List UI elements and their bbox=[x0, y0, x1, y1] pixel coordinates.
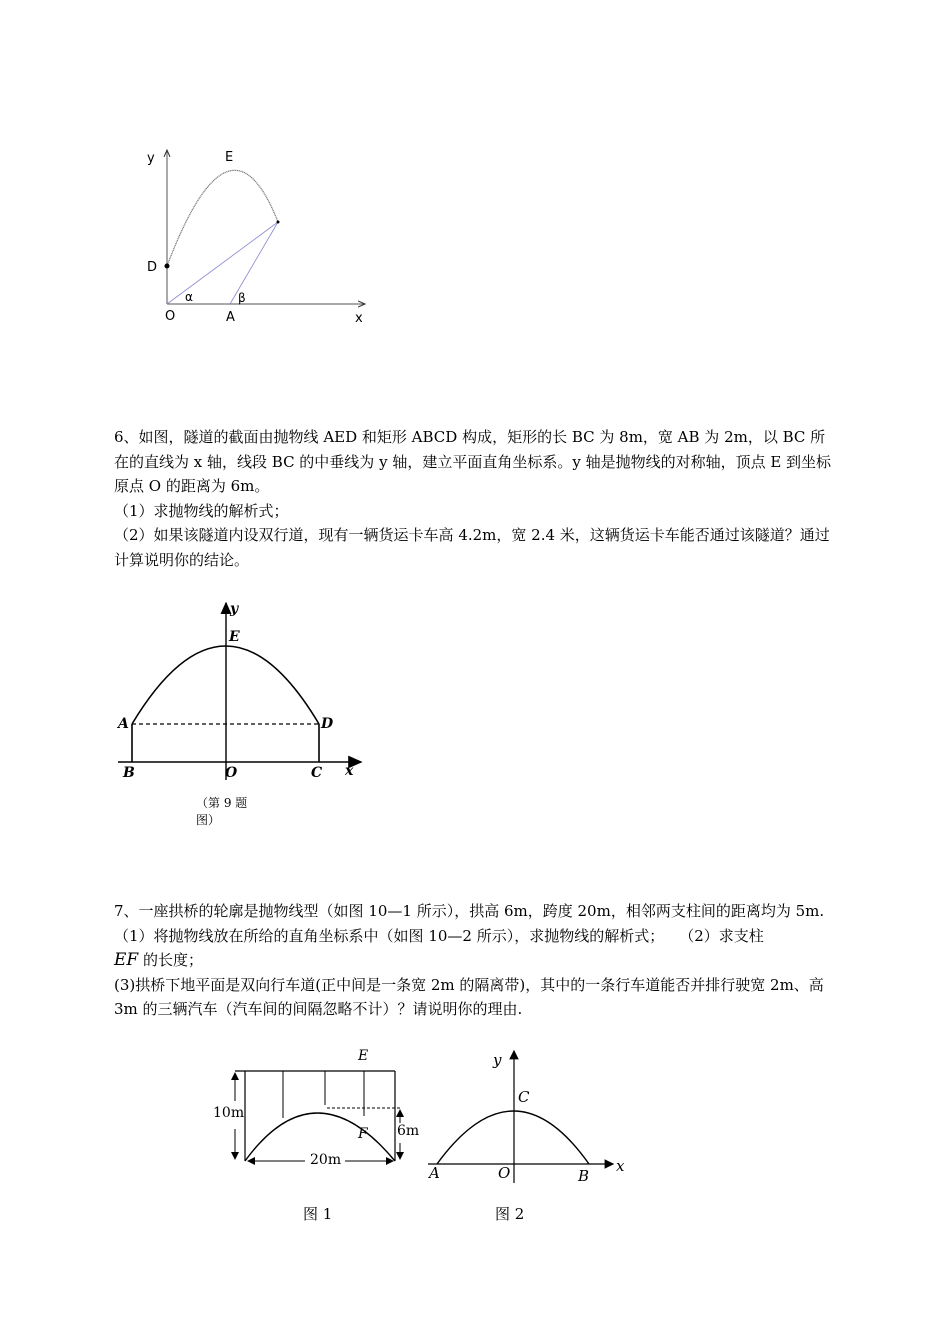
figure-coordinate-system bbox=[425, 1043, 635, 1183]
label-d: D bbox=[147, 260, 158, 275]
q7-line-b: 的长度； bbox=[138, 951, 203, 969]
q6-part1: （1）求抛物线的解析式； bbox=[114, 501, 289, 520]
label-b: B bbox=[123, 765, 135, 781]
q6-part2: （2）如果该隧道内设双行道，现有一辆货运卡车高 4.2m，宽 2.4 米，这辆货运卡车能否通过该隧道？通过计算说明你的结论。 bbox=[114, 526, 830, 569]
label-e: E bbox=[225, 150, 234, 165]
figure-parabola-angles bbox=[140, 140, 380, 330]
q7-ef: EF bbox=[114, 950, 139, 970]
label-o: O bbox=[165, 309, 176, 324]
label-a: A bbox=[226, 310, 235, 325]
figure-tunnel bbox=[115, 598, 370, 783]
label-beta: β bbox=[238, 291, 246, 305]
label-6m: 6m bbox=[397, 1123, 420, 1139]
label-y: y bbox=[493, 1051, 502, 1069]
label-x: x bbox=[616, 1157, 625, 1175]
figure4-caption: 图 2 bbox=[495, 1205, 525, 1223]
label-y: y bbox=[230, 601, 239, 617]
label-d: D bbox=[321, 716, 334, 732]
question-7 bbox=[114, 899, 839, 1022]
label-o: O bbox=[225, 765, 238, 781]
label-c: C bbox=[311, 765, 323, 781]
figure-bridge bbox=[210, 1043, 425, 1173]
line-o-to-point bbox=[167, 222, 278, 304]
point-d bbox=[165, 264, 170, 269]
label-e: E bbox=[358, 1048, 369, 1064]
question-6 bbox=[114, 425, 839, 572]
label-o: O bbox=[498, 1164, 511, 1182]
label-a: A bbox=[429, 1164, 440, 1182]
q7-part1-2 bbox=[114, 899, 839, 973]
q6-intro: 6、如图，隧道的截面由抛物线 AED 和矩形 ABCD 构成，矩形的长 BC 为 8m，宽 AB 为 2m，以 BC 所在的直线为 x 轴，线段 BC 的中垂线为 y 轴，建立平面直角坐标系。y 轴是抛物线的对称轴，顶点 E 到坐标原点 O 的距离为 6m。 bbox=[114, 428, 832, 495]
label-20m: 20m bbox=[310, 1152, 342, 1168]
label-x: x bbox=[345, 763, 354, 779]
label-f: F bbox=[358, 1126, 368, 1142]
caption-line2: 图） bbox=[196, 813, 221, 827]
figure2-caption bbox=[196, 795, 247, 829]
caption-line1: （第 9 题 bbox=[196, 796, 248, 810]
parabola-curve bbox=[167, 170, 278, 266]
label-10m: 10m bbox=[213, 1105, 245, 1121]
label-y: y bbox=[147, 151, 155, 166]
label-b: B bbox=[578, 1167, 590, 1183]
label-x: x bbox=[355, 311, 363, 326]
label-c: C bbox=[518, 1088, 530, 1106]
point-end bbox=[277, 221, 280, 224]
q7-part3: (3)拱桥下地平面是双向行车道(正中间是一条宽 2m 的隔离带)，其中的一条行车道能否并排行驶宽 2m、高 3m 的三辆汽车（汽车间的间隔忽略不计）？请说明你的理由. bbox=[114, 975, 824, 1018]
label-alpha: α bbox=[185, 290, 193, 304]
figure3-caption: 图 1 bbox=[303, 1205, 333, 1223]
parabola bbox=[437, 1111, 589, 1164]
label-a: A bbox=[118, 716, 129, 732]
label-e: E bbox=[229, 629, 240, 645]
q7-line-a: 7、一座拱桥的轮廓是抛物线型（如图 10—1 所示），拱高 6m，跨度 20m，相邻两支柱间的距离均为 5m.（1）将抛物线放在所给的直角坐标系中（如图 10—2 所示），求抛物线的解析式； （2）求支柱 bbox=[114, 902, 825, 945]
